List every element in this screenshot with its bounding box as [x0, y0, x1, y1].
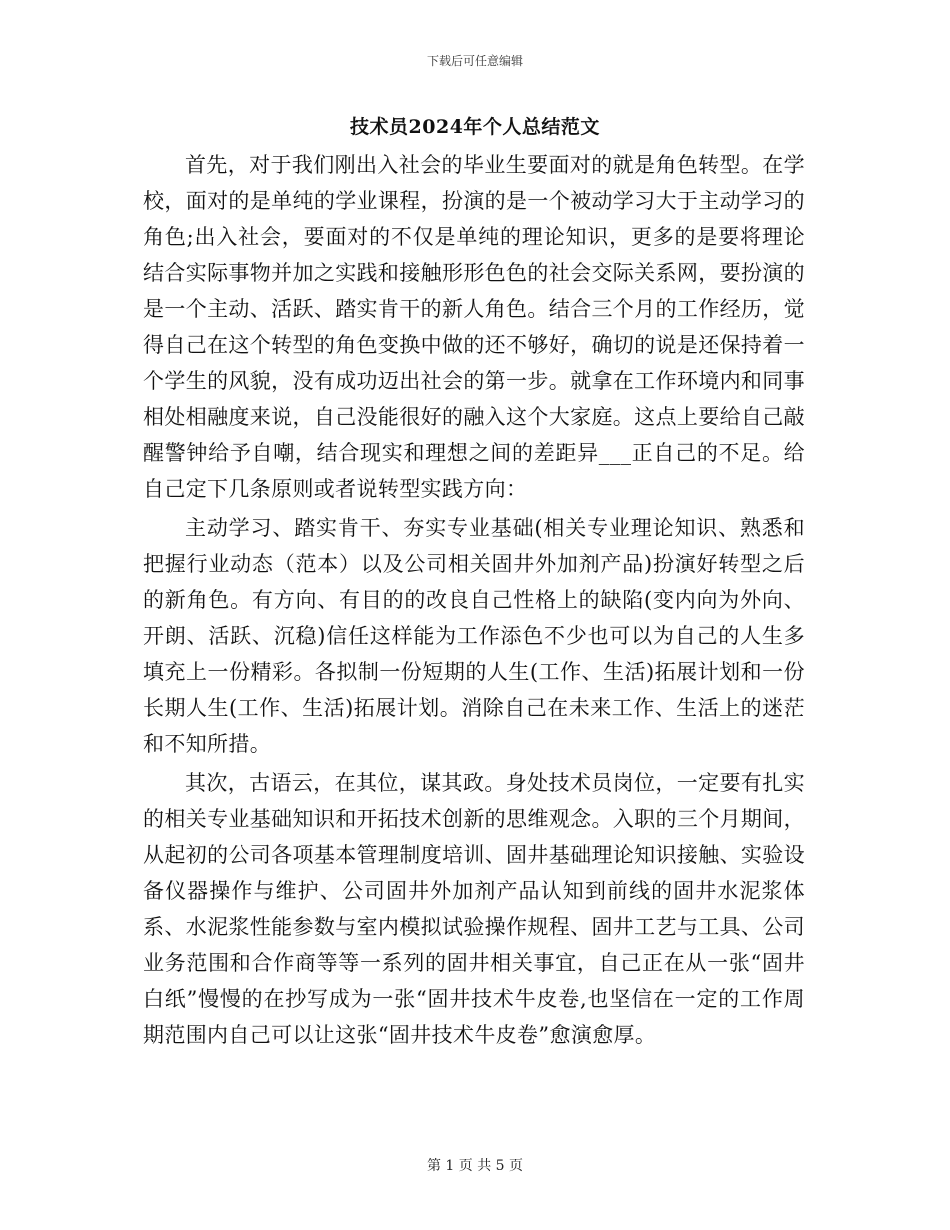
paragraph-1: 首先，对于我们刚出入社会的毕业生要面对的就是角色转型。在学校，面对的是单纯的学业课程，扮演的是一个被动学习大于主动学习的角色;出入社会，要面对的不仅是单纯的理论知识，更多的是要将理论结合实际事物并加之实践和接触形形色色的社会交际关系网，要扮演的是一个主动、活跃、踏实肯干的新人角色。结合三个月的工作经历，觉得自己在这个转型的角色变换中做的还不够好，确切的说是还保持着一个学生的风貌，没有成功迈出社会的第一步。就拿在工作环境内和同事相处相融度来说，自己没能很好的融入这个大家庭。这点上要给自己敲醒警钟给予自嘲，结合现实和理想之间的差距异___正自己的不足。给自己定下几条原则或者说转型实践方向： — [143, 153, 805, 501]
document-title: 技术员2024年个人总结范文 — [350, 116, 600, 138]
page-header-note: 下载后可任意编辑 — [426, 54, 523, 68]
document-body — [143, 147, 805, 1053]
page-number-footer: 第 1 页 共 5 页 — [426, 1158, 524, 1174]
paragraph-2: 主动学习、踏实肯干、夯实专业基础(相关专业理论知识、熟悉和把握行业动态（范本）以及公司相关固井外加剂产品)扮演好转型之后的新角色。有方向、有目的的改良自己性格上的缺陷(变内向为外向、开朗、活跃、沉稳)信任这样能为工作添色不少也可以为自己的人生多填充上一份精彩。各拟制一份短期的人生(工作、生活)拓展计划和一份长期人生(工作、生活)拓展计划。消除自己在未来工作、生活上的迷茫和不知所措。 — [143, 516, 805, 756]
paragraph-3: 其次，古语云，在其位，谋其政。身处技术员岗位，一定要有扎实的相关专业基础知识和开拓技术创新的思维观念。入职的三个月期间，从起初的公司各项基本管理制度培训、固井基础理论知识接触、实验设备仪器操作与维护、公司固井外加剂产品认知到前线的固井水泥浆体系、水泥浆性能参数与室内模拟试验操作规程、固井工艺与工具、公司业务范围和合作商等等一系列的固井相关事宜，自己正在从一张“固井白纸”慢慢的在抄写成为一张“固井技术牛皮卷,也坚信在一定的工作周期范围内自己可以让这张“固井技术牛皮卷”愈演愈厚。 — [143, 771, 805, 1047]
